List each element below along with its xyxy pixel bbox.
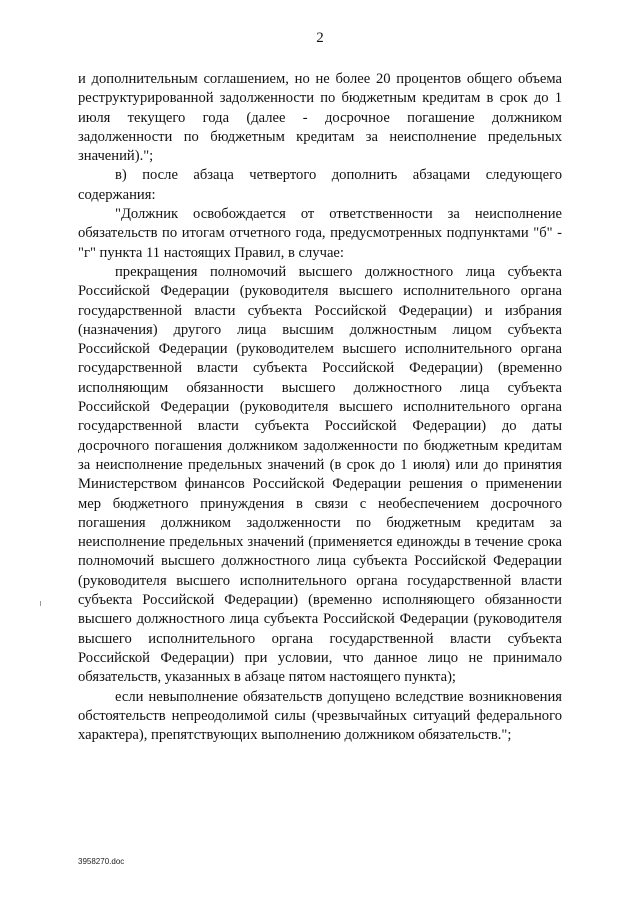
footer-doc-code: 3958270.doc (78, 857, 125, 866)
paragraph-force-majeure: если невыполнение обязательств допущено вследствие возникновения обстоятельств непреодолимой силы (чрезвычайных ситуаций федерального характера), препятствующих выполнению должником обязательств."; (78, 688, 562, 744)
paragraph-continuation: и дополнительным соглашением, но не более 20 процентов общего объема реструктурированной задолженности по бюджетным кредитам в срок до 1 июля текущего года (далее - досрочное погашение должником задолженности по бюджетным кредитам за неисполнение предельных значений)."; (78, 71, 562, 165)
margin-mark (40, 601, 41, 606)
paragraph-amendment-v: в) после абзаца четвертого дополнить абзацами следующего содержания: (78, 167, 562, 203)
page-number: 2 (316, 30, 324, 46)
paragraph-debtor-release: "Должник освобождается от ответственности за неисполнение обязательств по итогам отчетного года, предусмотренных подпунктами "б" - "г" пункта 11 настоящих Правил, в случае: (78, 206, 562, 261)
document-body (78, 70, 562, 745)
paragraph-termination-of-powers: прекращения полномочий высшего должностного лица субъекта Российской Федерации (руководителя высшего исполнительного органа государственной власти субъекта Российской Федерации) и избрания (назначения) другого лица высшим должностным лицом субъекта Российской Федерации (руководителем высшего исполнительного органа государственной власти субъекта Российской Федерации) (временно исполняющим обязанности высшего должностного лица субъекта Российской Федерации (руководителя высшего исполнительного органа государственной власти субъекта Российской Федерации) до даты досрочного погашения должником задолженности по бюджетным кредитам за неисполнение предельных значений (в срок до 1 июля) или до принятия Министерством финансов Российской Федерации решения о применении мер бюджетного принуждения в связи с необеспечением досрочного погашения должником задолженности по бюджетным кредитам за неисполнение предельных значений (применяется единожды в течение срока полномочий высшего должностного лица субъекта Российской Федерации (руководителя высшего исполнительного органа государственной власти субъекта Российской Федерации) (временно исполняющего обязанности высшего должностного лица субъекта Российской Федерации (руководителя высшего исполнительного органа государственной власти субъекта Российской Федерации) при условии, что данное лицо не принимало обязательств, указанных в абзаце пятом настоящего пункта); (78, 263, 562, 686)
